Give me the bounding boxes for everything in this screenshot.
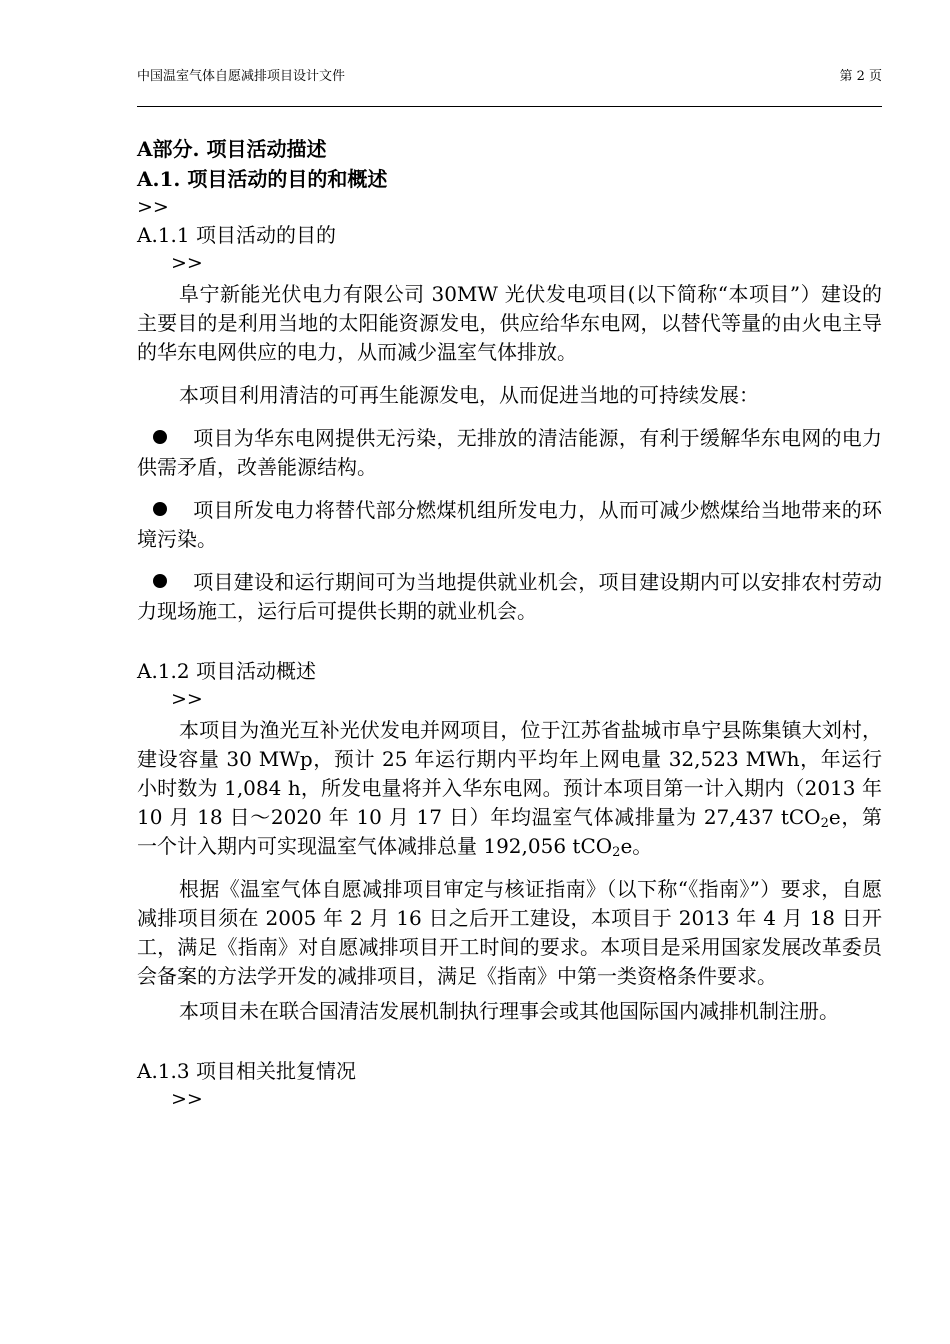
- a111-paragraph-2: 本项目利用清洁的可再生能源发电，从而促进当地的可持续发展：: [179, 383, 759, 407]
- section-marker: >>: [137, 196, 169, 218]
- a112-para1-part-a: 本项目为渔光互补光伏发电并网项目，位于江苏省盐城市阜宁县陈集镇大刘村，建设容量 30 MWp，预计 25 年运行期内平均年上网电量 32,523 MWh，年运行小时数为 1,084 h，所发电量将并入华东电网。预计本项目第一计入期内（2013 年 10 月 18 日～2020 年 10 月 17 日）年均温室气体减排量为 27,437 tCO: [137, 718, 882, 829]
- a112-para1-part-c: e。: [620, 834, 653, 858]
- a113-marker: >>: [171, 1088, 203, 1110]
- bullet-text: 项目为华东电网提供无污染，无排放的清洁能源，有利于缓解华东电网的电力供需矛盾，改善能源结构。: [137, 426, 882, 479]
- a112-para1-part-b: e，第一个计入期内可实现温室气体减排总量 192,056 tCO: [137, 805, 882, 858]
- subsection-title: A.1. 项目活动的目的和概述: [137, 167, 388, 191]
- header-divider: [137, 106, 882, 107]
- page-header: [137, 68, 882, 92]
- document-body: [137, 134, 882, 1112]
- a112-paragraph-1: [137, 716, 882, 861]
- bullet-dot-icon: [153, 430, 167, 444]
- header-page-number: 第 2 页: [839, 69, 882, 84]
- a112-marker: >>: [171, 688, 203, 710]
- bullet-dot-icon: [153, 502, 167, 516]
- a113-heading: A.1.3 项目相关批复情况: [137, 1059, 356, 1083]
- a111-heading: A.1.1 项目活动的目的: [137, 223, 336, 247]
- a112-heading: A.1.2 项目活动概述: [137, 659, 316, 683]
- a111-paragraph-1: 阜宁新能光伏电力有限公司 30MW 光伏发电项目(以下简称“本项目”）建设的主要目的是利用当地的太阳能资源发电，供应给华东电网，以替代等量的由火电主导的华东电网供应的电力，从而减少温室气体排放。: [137, 282, 882, 364]
- bullet-text: 项目所发电力将替代部分燃煤机组所发电力，从而可减少燃煤给当地带来的环境污染。: [137, 498, 882, 551]
- bullet-item: [137, 424, 882, 482]
- bullet-item: [137, 568, 882, 626]
- bullet-dot-icon: [153, 574, 167, 588]
- bullet-item: [137, 496, 882, 554]
- bullet-text: 项目建设和运行期间可为当地提供就业机会，项目建设期内可以安排农村劳动力现场施工，运行后可提供长期的就业机会。: [137, 570, 882, 623]
- a112-paragraph-3: 本项目未在联合国清洁发展机制执行理事会或其他国际国内减排机制注册。: [179, 999, 839, 1023]
- section-title: A部分. 项目活动描述: [137, 137, 327, 161]
- a112-paragraph-2: 根据《温室气体自愿减排项目审定与核证指南》（以下称“《指南》”）要求，自愿减排项目须在 2005 年 2 月 16 日之后开工建设，本项目于 2013 年 4 月 18 日开工，满足《指南》对自愿减排项目开工时间的要求。本项目是采用国家发展改革委员会备案的方法学开发的减排项目，满足《指南》中第一类资格条件要求。: [137, 877, 882, 988]
- subscript: 2: [820, 816, 829, 831]
- a111-marker: >>: [171, 252, 203, 274]
- header-title: 中国温室气体自愿减排项目设计文件: [137, 69, 346, 84]
- subscript: 2: [612, 845, 621, 860]
